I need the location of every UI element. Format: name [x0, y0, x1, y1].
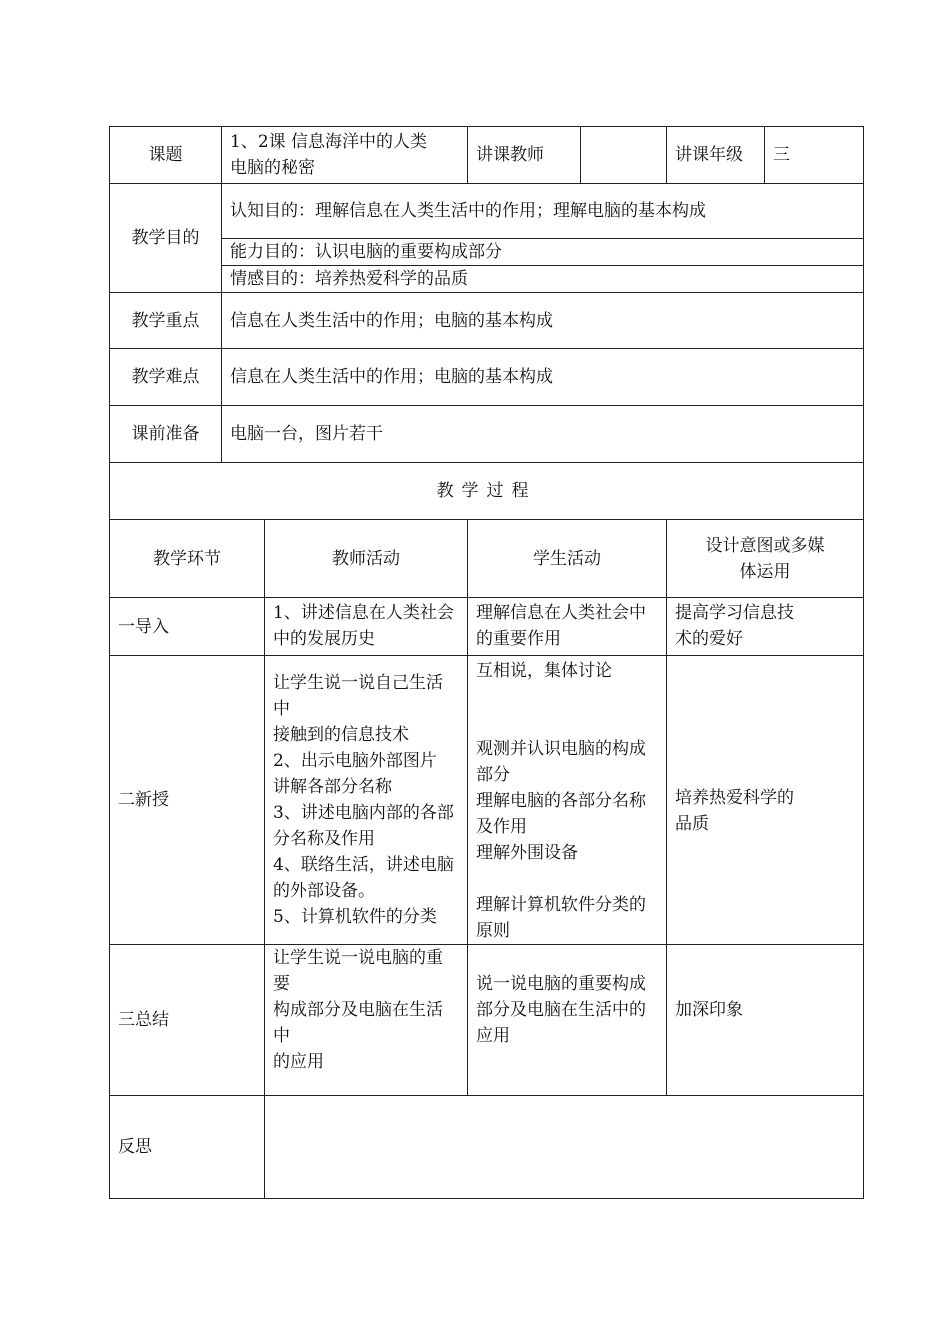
spacer	[476, 866, 658, 892]
new-student-line: 及作用	[476, 817, 528, 837]
summary-student-line: 部分及电脑在生活中的	[476, 1000, 647, 1020]
new-lesson-row	[110, 656, 864, 945]
student-activity-header: 学生活动	[468, 520, 667, 598]
difficulty-label: 教学难点	[110, 349, 222, 406]
new-student-line: 理解计算机软件分类的	[476, 895, 647, 915]
new-design-line: 品质	[675, 814, 710, 834]
intro-student-line: 理解信息在人类社会中	[476, 603, 647, 623]
summary-teacher-line: 构成部分及电脑在生活中	[273, 1000, 443, 1046]
objective-ability: 能力目的：认识电脑的重要构成部分	[222, 239, 864, 266]
grade-label: 讲课年级	[667, 127, 765, 184]
topic-label: 课题	[110, 127, 222, 184]
topic-value-line2: 电脑的秘密	[230, 158, 315, 178]
new-student-line: 理解电脑的各部分名称	[476, 791, 647, 811]
grade-value: 三	[765, 127, 864, 184]
process-title-row	[110, 463, 864, 520]
objective-cognitive: 认知目的：理解信息在人类生活中的作用；理解电脑的基本构成	[222, 184, 864, 239]
summary-teacher-line: 让学生说一说电脑的重要	[273, 948, 443, 994]
objectives-row-ability	[110, 239, 864, 266]
design-header-line2: 体运用	[739, 561, 791, 582]
new-teacher-line: 的外部设备。	[273, 881, 375, 901]
difficulty-value: 信息在人类生活中的作用；电脑的基本构成	[222, 349, 864, 406]
preparation-value: 电脑一台，图片若干	[222, 406, 864, 463]
process-title: 教学过程	[110, 463, 864, 520]
spacer	[273, 1075, 459, 1095]
intro-design-line: 术的爱好	[675, 629, 744, 649]
design-header	[667, 520, 864, 598]
spacer	[675, 763, 855, 785]
new-teacher-line: 分名称及作用	[273, 829, 375, 849]
intro-teacher	[265, 598, 468, 656]
objectives-label: 教学目的	[110, 184, 222, 293]
reflection-row	[110, 1096, 864, 1199]
summary-teacher-line: 的应用	[273, 1052, 324, 1072]
topic-value-line1: 1、2课 信息海洋中的人类	[230, 132, 428, 152]
teacher-activity-header: 教师活动	[265, 520, 468, 598]
header-row	[110, 127, 864, 184]
summary-student	[468, 945, 667, 1096]
spacer	[476, 1049, 658, 1069]
summary-student-line: 说一说电脑的重要构成	[476, 974, 647, 994]
new-design	[667, 656, 864, 945]
intro-student	[468, 598, 667, 656]
spacer	[675, 1023, 855, 1043]
new-teacher-line: 讲解各部分名称	[273, 777, 392, 797]
key-point-label: 教学重点	[110, 293, 222, 349]
process-header-row	[110, 520, 864, 598]
new-student-line: 部分	[476, 765, 511, 785]
intro-teacher-line: 中的发展历史	[273, 629, 375, 649]
key-point-row	[110, 293, 864, 349]
new-student-line: 原则	[476, 921, 511, 941]
stage-header: 教学环节	[110, 520, 265, 598]
new-teacher-line: 接触到的信息技术	[273, 725, 409, 745]
objective-emotion: 情感目的：培养热爱科学的品质	[222, 266, 864, 293]
intro-design	[667, 598, 864, 656]
summary-stage: 三总结	[110, 945, 265, 1096]
new-design-line: 培养热爱科学的	[675, 788, 795, 808]
new-teacher-line: 让学生说一说自己生活中	[273, 673, 443, 719]
new-stage: 二新授	[110, 656, 265, 945]
reflection-label: 反思	[110, 1096, 265, 1199]
design-header-line1: 设计意图或多媒	[705, 535, 825, 556]
new-teacher-line: 3、讲述电脑内部的各部	[273, 803, 454, 823]
intro-design-line: 提高学习信息技	[675, 603, 795, 623]
topic-value	[222, 127, 468, 184]
new-student-line: 理解外围设备	[476, 843, 579, 863]
intro-teacher-line: 1、讲述信息在人类社会	[273, 603, 454, 623]
teacher-value	[581, 127, 667, 184]
intro-row	[110, 598, 864, 656]
summary-row	[110, 945, 864, 1096]
lesson-plan-table	[109, 126, 864, 1199]
reflection-content	[265, 1096, 864, 1199]
difficulty-row	[110, 349, 864, 406]
preparation-label: 课前准备	[110, 406, 222, 463]
teacher-label: 讲课教师	[468, 127, 581, 184]
objectives-row-emotion	[110, 266, 864, 293]
new-student-line: 观测并认识电脑的构成	[476, 739, 647, 759]
summary-design-line: 加深印象	[675, 1000, 744, 1020]
intro-student-line: 的重要作用	[476, 629, 562, 649]
summary-design	[667, 945, 864, 1096]
new-teacher-line: 2、出示电脑外部图片	[273, 751, 437, 771]
summary-teacher	[265, 945, 468, 1096]
intro-stage: 一导入	[110, 598, 265, 656]
new-teacher-line: 5、计算机软件的分类	[273, 907, 437, 927]
key-point-value: 信息在人类生活中的作用；电脑的基本构成	[222, 293, 864, 349]
objectives-row-cognitive	[110, 184, 864, 239]
summary-student-line: 应用	[476, 1026, 511, 1046]
new-student-line: 互相说，集体讨论	[476, 661, 613, 681]
preparation-row	[110, 406, 864, 463]
spacer	[476, 710, 658, 736]
new-teacher-line: 4、联络生活，讲述电脑	[273, 855, 454, 875]
spacer	[476, 684, 658, 710]
new-student	[468, 656, 667, 945]
new-teacher	[265, 656, 468, 945]
